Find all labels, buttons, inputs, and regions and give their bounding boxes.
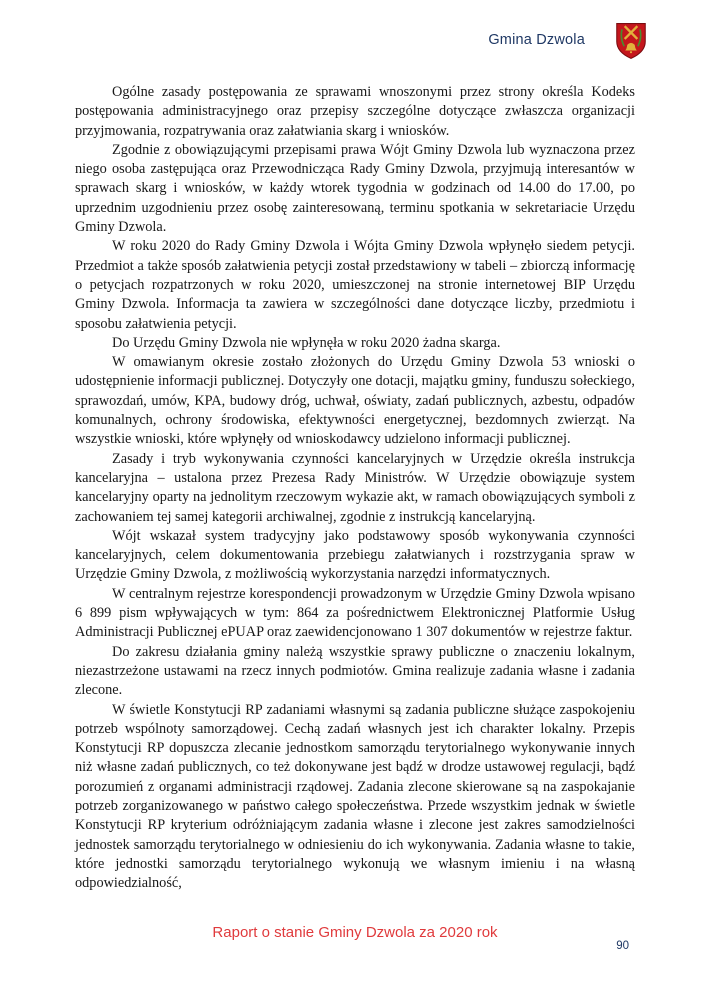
paragraph: Wójt wskazał system tradycyjny jako podstawowy sposób wykonywania czynności kancelaryjnych, celem dokumentowania przebiegu załatwianych i rozstrzygania spraw w Urzędzie Gminy Dzwola, z możliwością wykorzystania narzędzi informatycznych. bbox=[75, 527, 635, 583]
report-title-footer: Raport o stanie Gminy Dzwola za 2020 rok bbox=[212, 924, 498, 941]
paragraph: Do zakresu działania gminy należą wszystkie sprawy publiczne o znaczeniu lokalnym, niezastrzeżone ustawami na rzecz innych podmiotów. Gmina realizuje zadania własne i zadania zlecone. bbox=[75, 643, 635, 699]
paragraph: W omawianym okresie zostało złożonych do Urzędu Gminy Dzwola 53 wnioski o udostępnienie informacji publicznej. Dotyczyły one dotacji, majątku gminy, funduszu sołeckiego, sprawozdań, umów, KPA, budowy dróg, uchwał, oświaty, zadań publicznych, azbestu, odpadów komunalnych, ochrony środowiska, efektywności energetycznej, bezdomnych zwierząt. Na wszystkie wnioski, które wpłynęły od wnioskodawcy udzielono informacji publicznej. bbox=[75, 354, 635, 448]
municipality-name: Gmina Dzwola bbox=[488, 32, 585, 48]
paragraph: Do Urzędu Gminy Dzwola nie wpłynęła w roku 2020 żadna skarga. bbox=[112, 334, 501, 351]
paragraph: W świetle Konstytucji RP zadaniami własnymi są zadania publiczne służące zaspokojeniu potrzeb wspólnoty samorządowej. Cechą zadań własnych jest ich charakter lokalny. Przepis Konstytucji RP dopuszcza zlecanie jednostkom samorządu terytorialnego wykonywanie innych niż własne zadań publicznych, co też dokonywane jest bądź w drodze ustawowej regulacji, bądź porozumień z organami administracji rządowej. Zadania zlecone skierowane są na zaspokajanie potrzeb zorganizowanego w państwo całego społeczeństwa. Przede wszystkim jednak w świetle Konstytucji RP kryterium odróżniającym zadania własne i zlecone jest zakres samodzielności jednostek samorządu terytorialnego w odniesieniu do ich wykonywania. Zadania własne to takie, które jednostki samorządu terytorialnego wykonują we własnym imieniu i na własną odpowiedzialność, bbox=[75, 701, 635, 892]
paragraph: Ogólne zasady postępowania ze sprawami wnoszonymi przez strony określa Kodeks postępowania administracyjnego oraz przepisy szczególne dotyczące zwłaszcza organizacji przyjmowania, rozpatrywania oraz załatwiania skarg i wniosków. bbox=[75, 84, 635, 139]
paragraph: Zasady i tryb wykonywania czynności kancelaryjnych w Urzędzie określa instrukcja kancelaryjna – ustalona przez Prezesa Rady Ministrów. W Urzędzie obowiązuje system kancelaryjny oparty na jednolitym rzeczowym wykazie akt, w ramach obowiązujących symboli z zachowaniem tej samej kategorii archiwalnej, zgodnie z instrukcją kancelaryjną. bbox=[75, 450, 635, 525]
paragraph: W centralnym rejestrze korespondencji prowadzonym w Urzędzie Gminy Dzwola wpisano 6 899 pism wpływających w tym: 864 za pośrednictwem Elektronicznej Platformie Usług Administracji Publicznej ePUAP oraz zaewidencjonowano 1 307 dokumentów w rejestrze faktur. bbox=[75, 585, 635, 641]
paragraph: W roku 2020 do Rady Gminy Dzwola i Wójta Gminy Dzwola wpłynęło siedem petycji. Przedmiot a także sposób załatwienia petycji został przedstawiony w tabeli – zbiorczą informację o petycjach rozpatrzonych w roku 2020, umieszczonej na stronie internetowej BIP Urzędu Gminy Dzwola. Informacja ta zawiera w szczególności dane dotyczące liczby, przedmiotu i sposobu załatwienia petycji. bbox=[75, 238, 635, 332]
page-header bbox=[0, 22, 647, 60]
coat-of-arms-icon bbox=[615, 22, 647, 60]
document-body bbox=[75, 83, 635, 893]
paragraph: Zgodnie z obowiązującymi przepisami prawa Wójt Gminy Dzwola lub wyznaczona przez niego osoba zastępująca oraz Przewodnicząca Rady Gminy Dzwola, przyjmują interesantów w sprawach skarg i wniosków, w każdy wtorek tygodnia w godzinach od 14.00 do 17.00, po uprzednim uzgodnieniu przez osobę zainteresowaną, terminu spotkania w sekretariacie Urzędu Gminy Dzwola. bbox=[75, 141, 635, 236]
page-number: 90 bbox=[616, 940, 629, 952]
